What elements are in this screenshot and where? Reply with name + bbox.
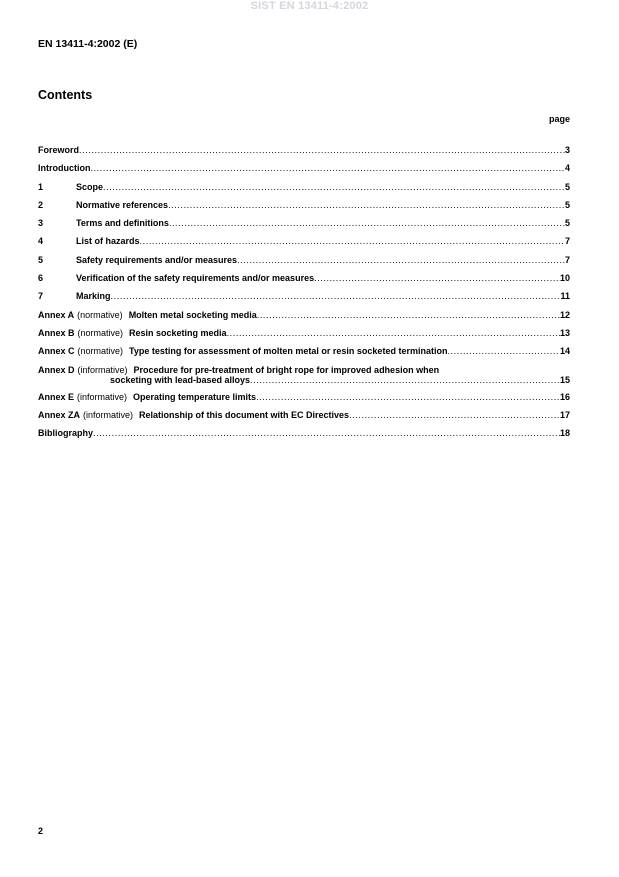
toc-entry-marking[interactable] <box>38 291 570 309</box>
dot-leader <box>140 236 565 246</box>
page-number: 2 <box>38 826 44 836</box>
toc-entry-title: Introduction <box>38 163 91 174</box>
toc-entry-page: 10 <box>559 273 570 284</box>
toc-entry-page: 3 <box>564 145 570 155</box>
toc-entry-number: 5 <box>38 254 44 265</box>
dot-leader <box>168 200 565 210</box>
annex-kind: (informative) <box>83 409 134 420</box>
dot-leader <box>93 428 560 438</box>
dot-leader <box>169 218 565 228</box>
toc-entry-title: Operating temperature limits <box>133 391 257 402</box>
document-id: EN 13411-4:2002 (E) <box>38 38 138 50</box>
annex-kind: (normative) <box>77 309 123 320</box>
toc-entry-page: 16 <box>559 391 570 402</box>
toc-entry-title: Resin socketing media <box>129 327 227 338</box>
annex-d-line-2 <box>38 375 570 385</box>
toc-entry-safety-requirements[interactable] <box>38 255 570 273</box>
dot-leader <box>227 328 560 338</box>
contents-heading: Contents <box>38 88 93 102</box>
table-of-contents <box>38 145 570 446</box>
toc-entry-annex-e[interactable] <box>38 392 570 410</box>
dot-leader <box>349 410 560 420</box>
annex-kind: (informative) <box>77 364 128 375</box>
dot-leader <box>257 310 560 320</box>
toc-entry-annex-c[interactable] <box>38 346 570 364</box>
toc-entry-title: Normative references <box>76 199 169 210</box>
dot-leader <box>447 346 560 356</box>
dot-leader <box>250 375 560 385</box>
toc-entry-annex-za[interactable] <box>38 410 570 428</box>
dot-leader <box>237 255 565 265</box>
dot-leader <box>79 145 565 155</box>
dot-leader <box>314 273 560 283</box>
toc-entry-page: 5 <box>564 199 570 210</box>
toc-entry-page: 7 <box>564 254 570 265</box>
toc-entry-annex-b[interactable] <box>38 328 570 346</box>
annex-kind: (informative) <box>77 391 128 402</box>
toc-entry-annex-d[interactable] <box>38 365 570 392</box>
toc-entry-page: 4 <box>564 163 570 174</box>
dot-leader <box>103 182 565 192</box>
toc-entry-page: 11 <box>560 291 570 302</box>
annex-d-lines <box>38 365 570 385</box>
toc-entry-title: Procedure for pre-treatment of bright rope for improved adhesion when <box>133 364 440 375</box>
toc-entry-title: Relationship of this document with EC Directives <box>139 409 350 420</box>
toc-entry-normative-references[interactable] <box>38 200 570 218</box>
watermark: SIST EN 13411-4:2002 <box>250 0 369 12</box>
toc-entry-title: Safety requirements and/or measures <box>76 254 238 265</box>
toc-entry-title: Molten metal socketing media <box>128 309 257 320</box>
toc-entry-scope[interactable] <box>38 182 570 200</box>
annex-label: Annex B <box>38 327 75 338</box>
annex-label: Annex D <box>38 364 75 375</box>
toc-entry-page: 14 <box>559 346 570 357</box>
toc-entry-verification[interactable] <box>38 273 570 291</box>
toc-entry-number: 7 <box>38 291 44 302</box>
toc-entry-page: 13 <box>559 327 570 338</box>
annex-label: Annex ZA <box>38 409 81 420</box>
toc-entry-page: 12 <box>559 309 570 320</box>
annex-kind: (normative) <box>77 327 124 338</box>
page-column-label: page <box>548 114 570 124</box>
toc-entry-title: Foreword <box>38 145 80 155</box>
dot-leader <box>91 163 565 173</box>
toc-entry-title-continued: socketing with lead-based alloys <box>110 374 251 385</box>
toc-entry-number: 2 <box>38 199 44 210</box>
annex-label: Annex E <box>38 391 75 402</box>
toc-entry-title: Marking <box>76 291 111 302</box>
toc-entry-introduction[interactable] <box>38 163 570 181</box>
toc-entry-title: Scope <box>76 181 104 192</box>
toc-entry-title: Bibliography <box>38 428 94 439</box>
toc-entry-page: 5 <box>564 181 570 192</box>
toc-entry-page: 5 <box>564 218 570 229</box>
toc-entry-page: 18 <box>559 428 570 439</box>
toc-entry-number: 1 <box>38 181 44 192</box>
toc-entry-title: Type testing for assessment of molten metal or resin socketed termination <box>129 346 448 357</box>
toc-entry-page: 7 <box>564 236 570 247</box>
toc-entry-page: 15 <box>559 374 570 385</box>
annex-label: Annex A <box>38 309 75 320</box>
dot-leader <box>111 291 561 301</box>
toc-entry-foreword[interactable] <box>38 145 570 163</box>
toc-entry-title: Verification of the safety requirements and/or measures <box>76 273 315 284</box>
toc-entry-title: List of hazards <box>76 236 140 247</box>
toc-entry-list-of-hazards[interactable] <box>38 236 570 254</box>
toc-entry-bibliography[interactable] <box>38 428 570 446</box>
toc-entry-title: Terms and definitions <box>76 218 169 229</box>
toc-entry-number: 3 <box>38 218 44 229</box>
annex-d-line-1 <box>38 365 570 375</box>
toc-entry-page: 17 <box>559 409 570 420</box>
dot-leader <box>256 392 560 402</box>
toc-entry-number: 6 <box>38 273 44 284</box>
toc-entry-terms-and-definitions[interactable] <box>38 218 570 236</box>
toc-entry-annex-a[interactable] <box>38 310 570 328</box>
toc-entry-number: 4 <box>38 236 44 247</box>
annex-kind: (normative) <box>77 346 124 357</box>
annex-label: Annex C <box>38 346 75 357</box>
